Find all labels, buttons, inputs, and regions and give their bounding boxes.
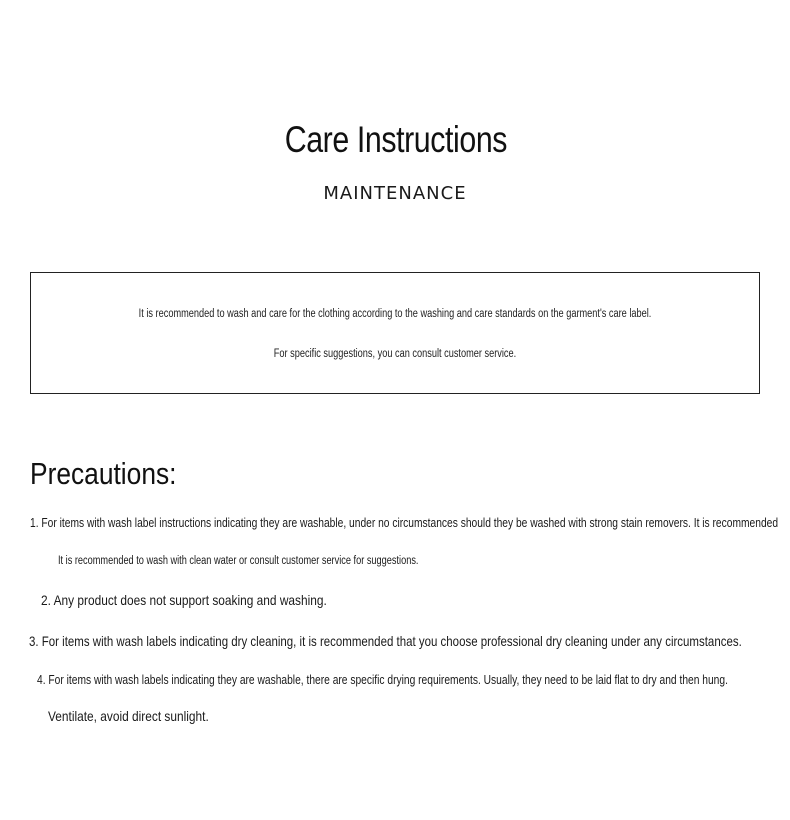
care-notice-line: It is recommended to wash and care for the clothing according to the washing and care standards on the garment's care label. [138,308,652,320]
precautions-heading: Precautions: [30,456,177,491]
precaution-item: 2. Any product does not support soaking and washing. [41,592,327,608]
precaution-item-continuation: Ventilate, avoid direct sunlight. [48,708,209,724]
care-notice-box [30,272,760,394]
precaution-item-continuation: It is recommended to wash with clean water or consult customer service for suggestions. [58,555,419,567]
precaution-item: 3. For items with wash labels indicating dry cleaning, it is recommended that you choose professional dry cleaning under any circumstances. [29,633,742,649]
page-title: Care Instructions [284,119,508,160]
care-notice-line: For specific suggestions, you can consult customer service. [273,348,517,360]
precaution-item: 4. For items with wash labels indicating they are washable, there are specific drying requirements. Usually, they need to be laid flat to dry and then hung. [37,673,728,687]
page-subtitle: MAINTENANCE [323,183,467,204]
precaution-item: 1. For items with wash label instructions indicating they are washable, under no circumstances should they be washed with strong stain removers. It is recommended [30,516,779,530]
